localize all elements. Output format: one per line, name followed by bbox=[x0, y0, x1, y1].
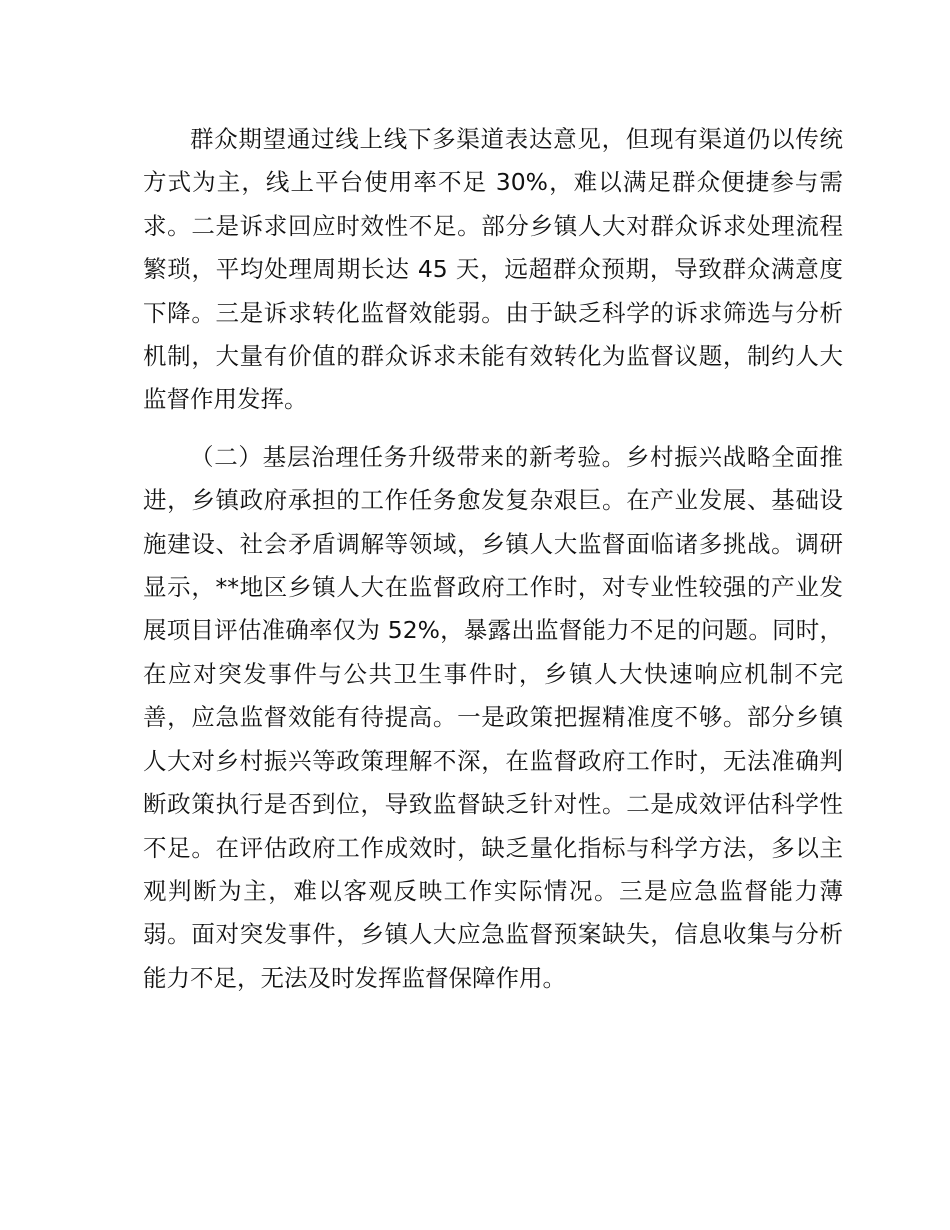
document-body bbox=[143, 118, 843, 1000]
paragraph-2: （二）基层治理任务升级带来的新考验。乡村振兴战略全面推进，乡镇政府承担的工作任务愈发复杂艰巨。在产业发展、基础设施建设、社会矛盾调解等领域，乡镇人大监督面临诸多挑战。调研显示，**地区乡镇人大在监督政府工作时，对专业性较强的产业发展项目评估准确率仅为 52%，暴露出监督能力不足的问题。同时，在应对突发事件与公共卫生事件时，乡镇人大快速响应机制不完善，应急监督效能有待提高。一是政策把握精准度不够。部分乡镇人大对乡村振兴等政策理解不深，在监督政府工作时，无法准确判断政策执行是否到位，导致监督缺乏针对性。二是成效评估科学性不足。在评估政府工作成效时，缺乏量化指标与科学方法，多以主观判断为主，难以客观反映工作实际情况。三是应急监督能力薄弱。面对突发事件，乡镇人大应急监督预案缺失，信息收集与分析能力不足，无法及时发挥监督保障作用。 bbox=[143, 442, 843, 992]
paragraph-1: 群众期望通过线上线下多渠道表达意见，但现有渠道仍以传统方式为主，线上平台使用率不足 30%，难以满足群众便捷参与需求。二是诉求回应时效性不足。部分乡镇人大对群众诉求处理流程繁琐，平均处理周期长达 45 天，远超群众预期，导致群众满意度下降。三是诉求转化监督效能弱。由于缺乏科学的诉求筛选与分析机制，大量有价值的群众诉求未能有效转化为监督议题，制约人大监督作用发挥。 bbox=[143, 125, 843, 414]
